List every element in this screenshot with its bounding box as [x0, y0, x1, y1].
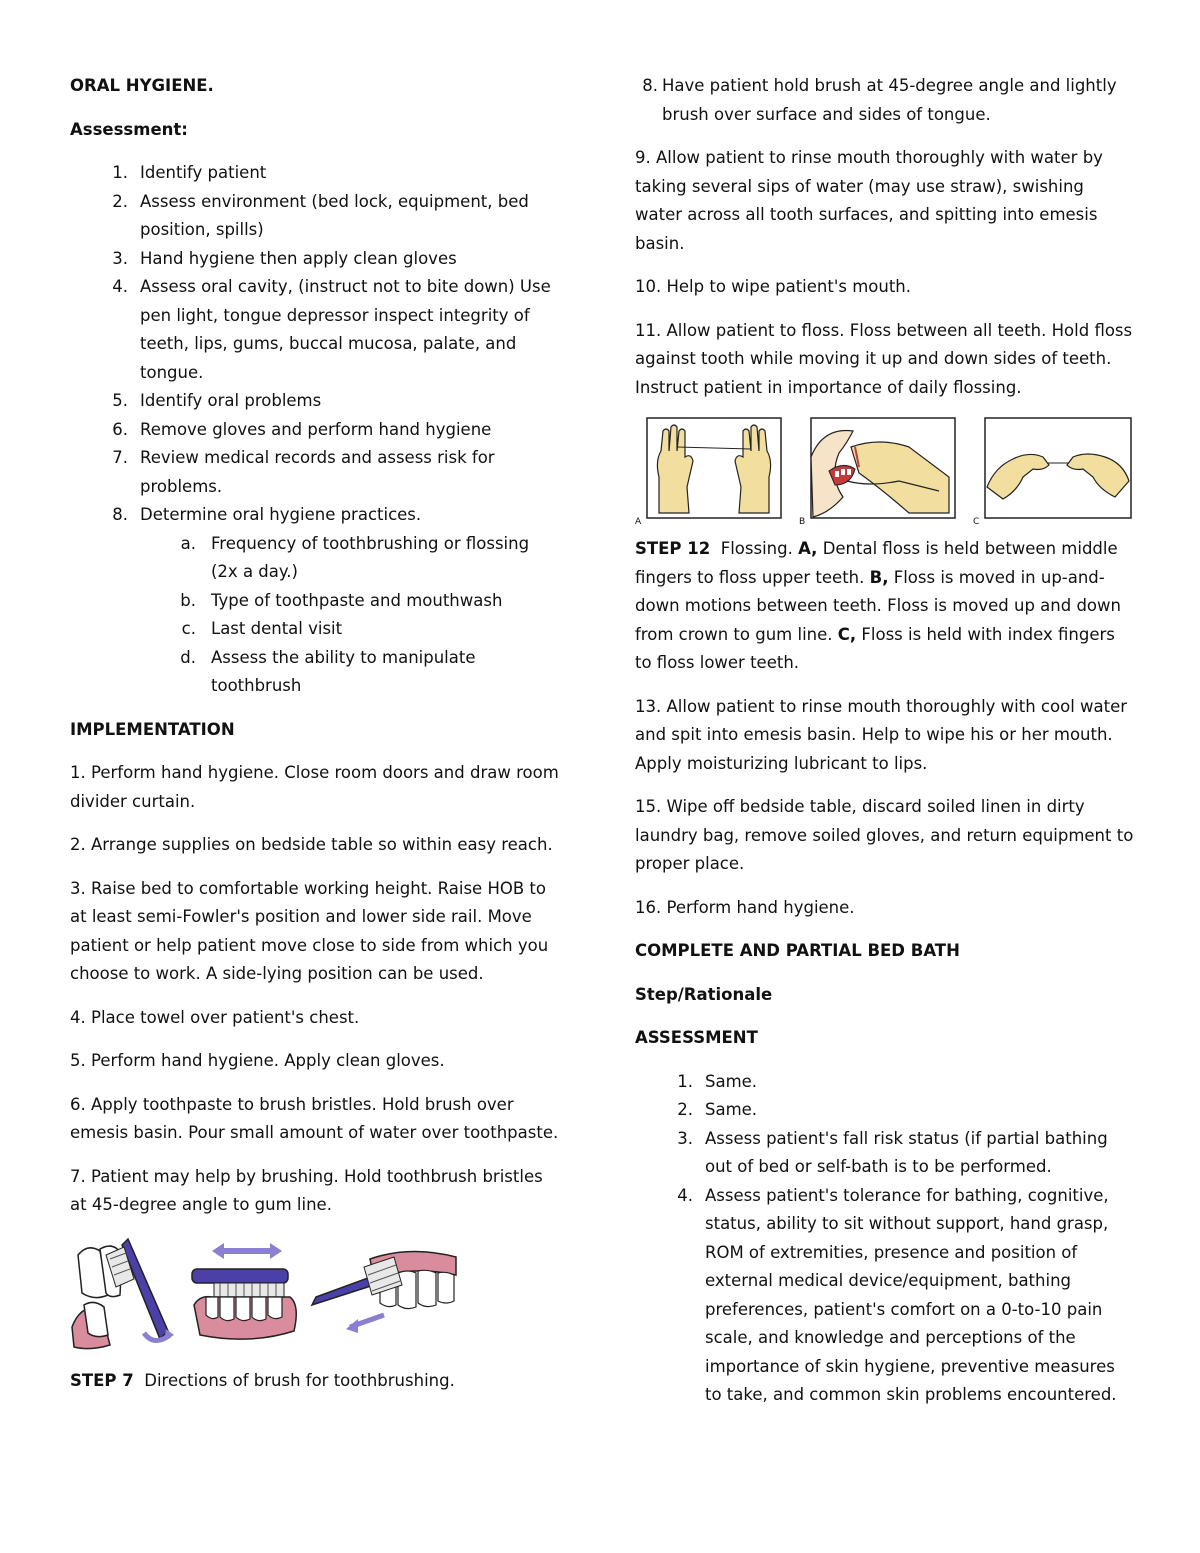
- impl-step: 15. Wipe off bedside table, discard soiled linen in dirty laundry bag, remove soiled gloves, and return equipment to proper place.: [635, 797, 1134, 873]
- step12-caption: STEP 12 Flossing. A, Dental floss is held between middle fingers to floss upper teeth. B, Floss is moved in up-and-down motions between teeth. Floss is moved up and down from crown to gum line. C, Floss is held with index fingers to floss lower teeth.: [635, 539, 1121, 672]
- impl-step: 9. Allow patient to rinse mouth thoroughly with water by taking several sips of water (may use straw), swishing water across all tooth surfaces, and spitting into emesis basin.: [635, 148, 1103, 253]
- impl-step: 4. Place towel over patient's chest.: [70, 1007, 360, 1027]
- flossing-upper-illustration: [635, 417, 783, 521]
- flossing-lower-illustration: [973, 417, 1133, 521]
- toothbrushing-figure: [70, 1235, 560, 1353]
- impl-step: 2. Arrange supplies on bedside table so within easy reach.: [70, 835, 553, 854]
- list-item: d. Assess the ability to manipulate toothbrush: [180, 647, 476, 695]
- list-item: c. Last dental visit: [181, 619, 343, 638]
- list-item: 4. Assess patient's tolerance for bathing, cognitive, status, ability to sit without support, hand grasp, ROM of extremities, presence and position of external medical device/equipment, bathing preferences, patient's comfort on a 0-to-10 pain scale, and knowledge and perceptions of the importance of skin hygiene, preventive measures to take, and common skin problems encountered.: [677, 1185, 1117, 1404]
- impl-step: 3. Raise bed to comfortable working height. Raise HOB to at least semi-Fowler's position and lower side rail. Move patient or help patient move close to side from which you choose to work. A side-lying position can be used.: [70, 878, 549, 983]
- list-item: 4. Assess oral cavity, (instruct not to bite down) Use pen light, tongue depressor inspect integrity of teeth, lips, gums, buccal mucosa, palate, and tongue.: [112, 277, 551, 382]
- assessment-heading: Assessment:: [70, 119, 188, 139]
- toothbrush-angle-illustration: [70, 1235, 182, 1353]
- flossing-panel-c: [973, 417, 1133, 527]
- flossing-motion-illustration: [799, 417, 957, 521]
- list-item: 5. Identify oral problems: [112, 391, 322, 410]
- impl-step: 11. Allow patient to floss. Floss between all teeth. Hold floss against tooth while moving it up and down sides of teeth. Instruct patient in importance of daily flossing.: [635, 320, 1133, 397]
- list-item: 8. Determine oral hygiene practices. a. Frequency of toothbrushing or flossing (2x a day.) b. Type of toothpaste and mouthwash c. Last dental visit d. Assess the ability to manipulate toothbrush: [70, 501, 560, 701]
- oral-practices-sublist: [140, 530, 560, 701]
- impl-step: 10. Help to wipe patient's mouth.: [635, 277, 911, 296]
- bath-assessment-heading: ASSESSMENT: [635, 1028, 758, 1047]
- impl-step: 16. Perform hand hygiene.: [635, 897, 855, 917]
- list-item: 2. Same.: [677, 1100, 758, 1119]
- impl-step: 5. Perform hand hygiene. Apply clean gloves.: [70, 1051, 445, 1070]
- impl-step: 1. Perform hand hygiene. Close room doors and draw room divider curtain.: [70, 763, 559, 811]
- impl-step: 7. Patient may help by brushing. Hold toothbrush bristles at 45-degree angle to gum line.: [70, 1166, 543, 1214]
- right-column: [635, 72, 1135, 1425]
- list-item: 8. Have patient hold brush at 45-degree angle and lightly brush over surface and sides of tongue.: [642, 76, 1117, 124]
- list-item: a. Frequency of toothbrushing or flossing (2x a day.): [180, 533, 530, 581]
- list-item: 3. Hand hygiene then apply clean gloves: [112, 248, 457, 268]
- list-item: 2. Assess environment (bed lock, equipment, bed position, spills): [112, 191, 529, 239]
- left-column: [70, 72, 560, 1410]
- flossing-panel-b: [799, 417, 957, 527]
- list-item: 1. Identify patient: [112, 163, 267, 182]
- figure-label-c: C: [973, 517, 980, 527]
- flossing-figure: [635, 417, 1135, 527]
- toothbrush-front-illustration: [310, 1235, 458, 1353]
- list-item: 7. Review medical records and assess risk for problems.: [112, 448, 495, 496]
- list-item: 3. Assess patient's fall risk status (if partial bathing out of bed or self-bath is to be performed.: [677, 1128, 1108, 1176]
- impl-step: 6. Apply toothpaste to brush bristles. Hold brush over emesis basin. Pour small amount of water over toothpaste.: [70, 1094, 559, 1142]
- implementation-heading: IMPLEMENTATION: [70, 719, 235, 739]
- bath-assessment-list: [635, 1068, 1135, 1410]
- bed-bath-heading: COMPLETE AND PARTIAL BED BATH: [635, 941, 960, 960]
- figure-label-b: B: [799, 517, 806, 527]
- impl-step: 13. Allow patient to rinse mouth thoroughly with cool water and spit into emesis basin. Help to wipe his or her mouth. Apply moisturizing lubricant to lips.: [635, 696, 1128, 773]
- step8-list: [600, 72, 1135, 129]
- step-rationale-heading: Step/Rationale: [635, 984, 773, 1004]
- flossing-panel-a: [635, 417, 783, 527]
- list-item: b. Type of toothpaste and mouthwash: [180, 590, 503, 610]
- assessment-list: [70, 159, 560, 701]
- document-title: ORAL HYGIENE.: [70, 76, 214, 95]
- toothbrush-horizontal-illustration: [190, 1235, 302, 1353]
- step7-caption: STEP 7 Directions of brush for toothbrushing.: [70, 1370, 455, 1390]
- list-item: 6. Remove gloves and perform hand hygiene: [112, 419, 492, 439]
- list-item: 1. Same.: [677, 1071, 758, 1091]
- figure-label-a: A: [635, 517, 642, 527]
